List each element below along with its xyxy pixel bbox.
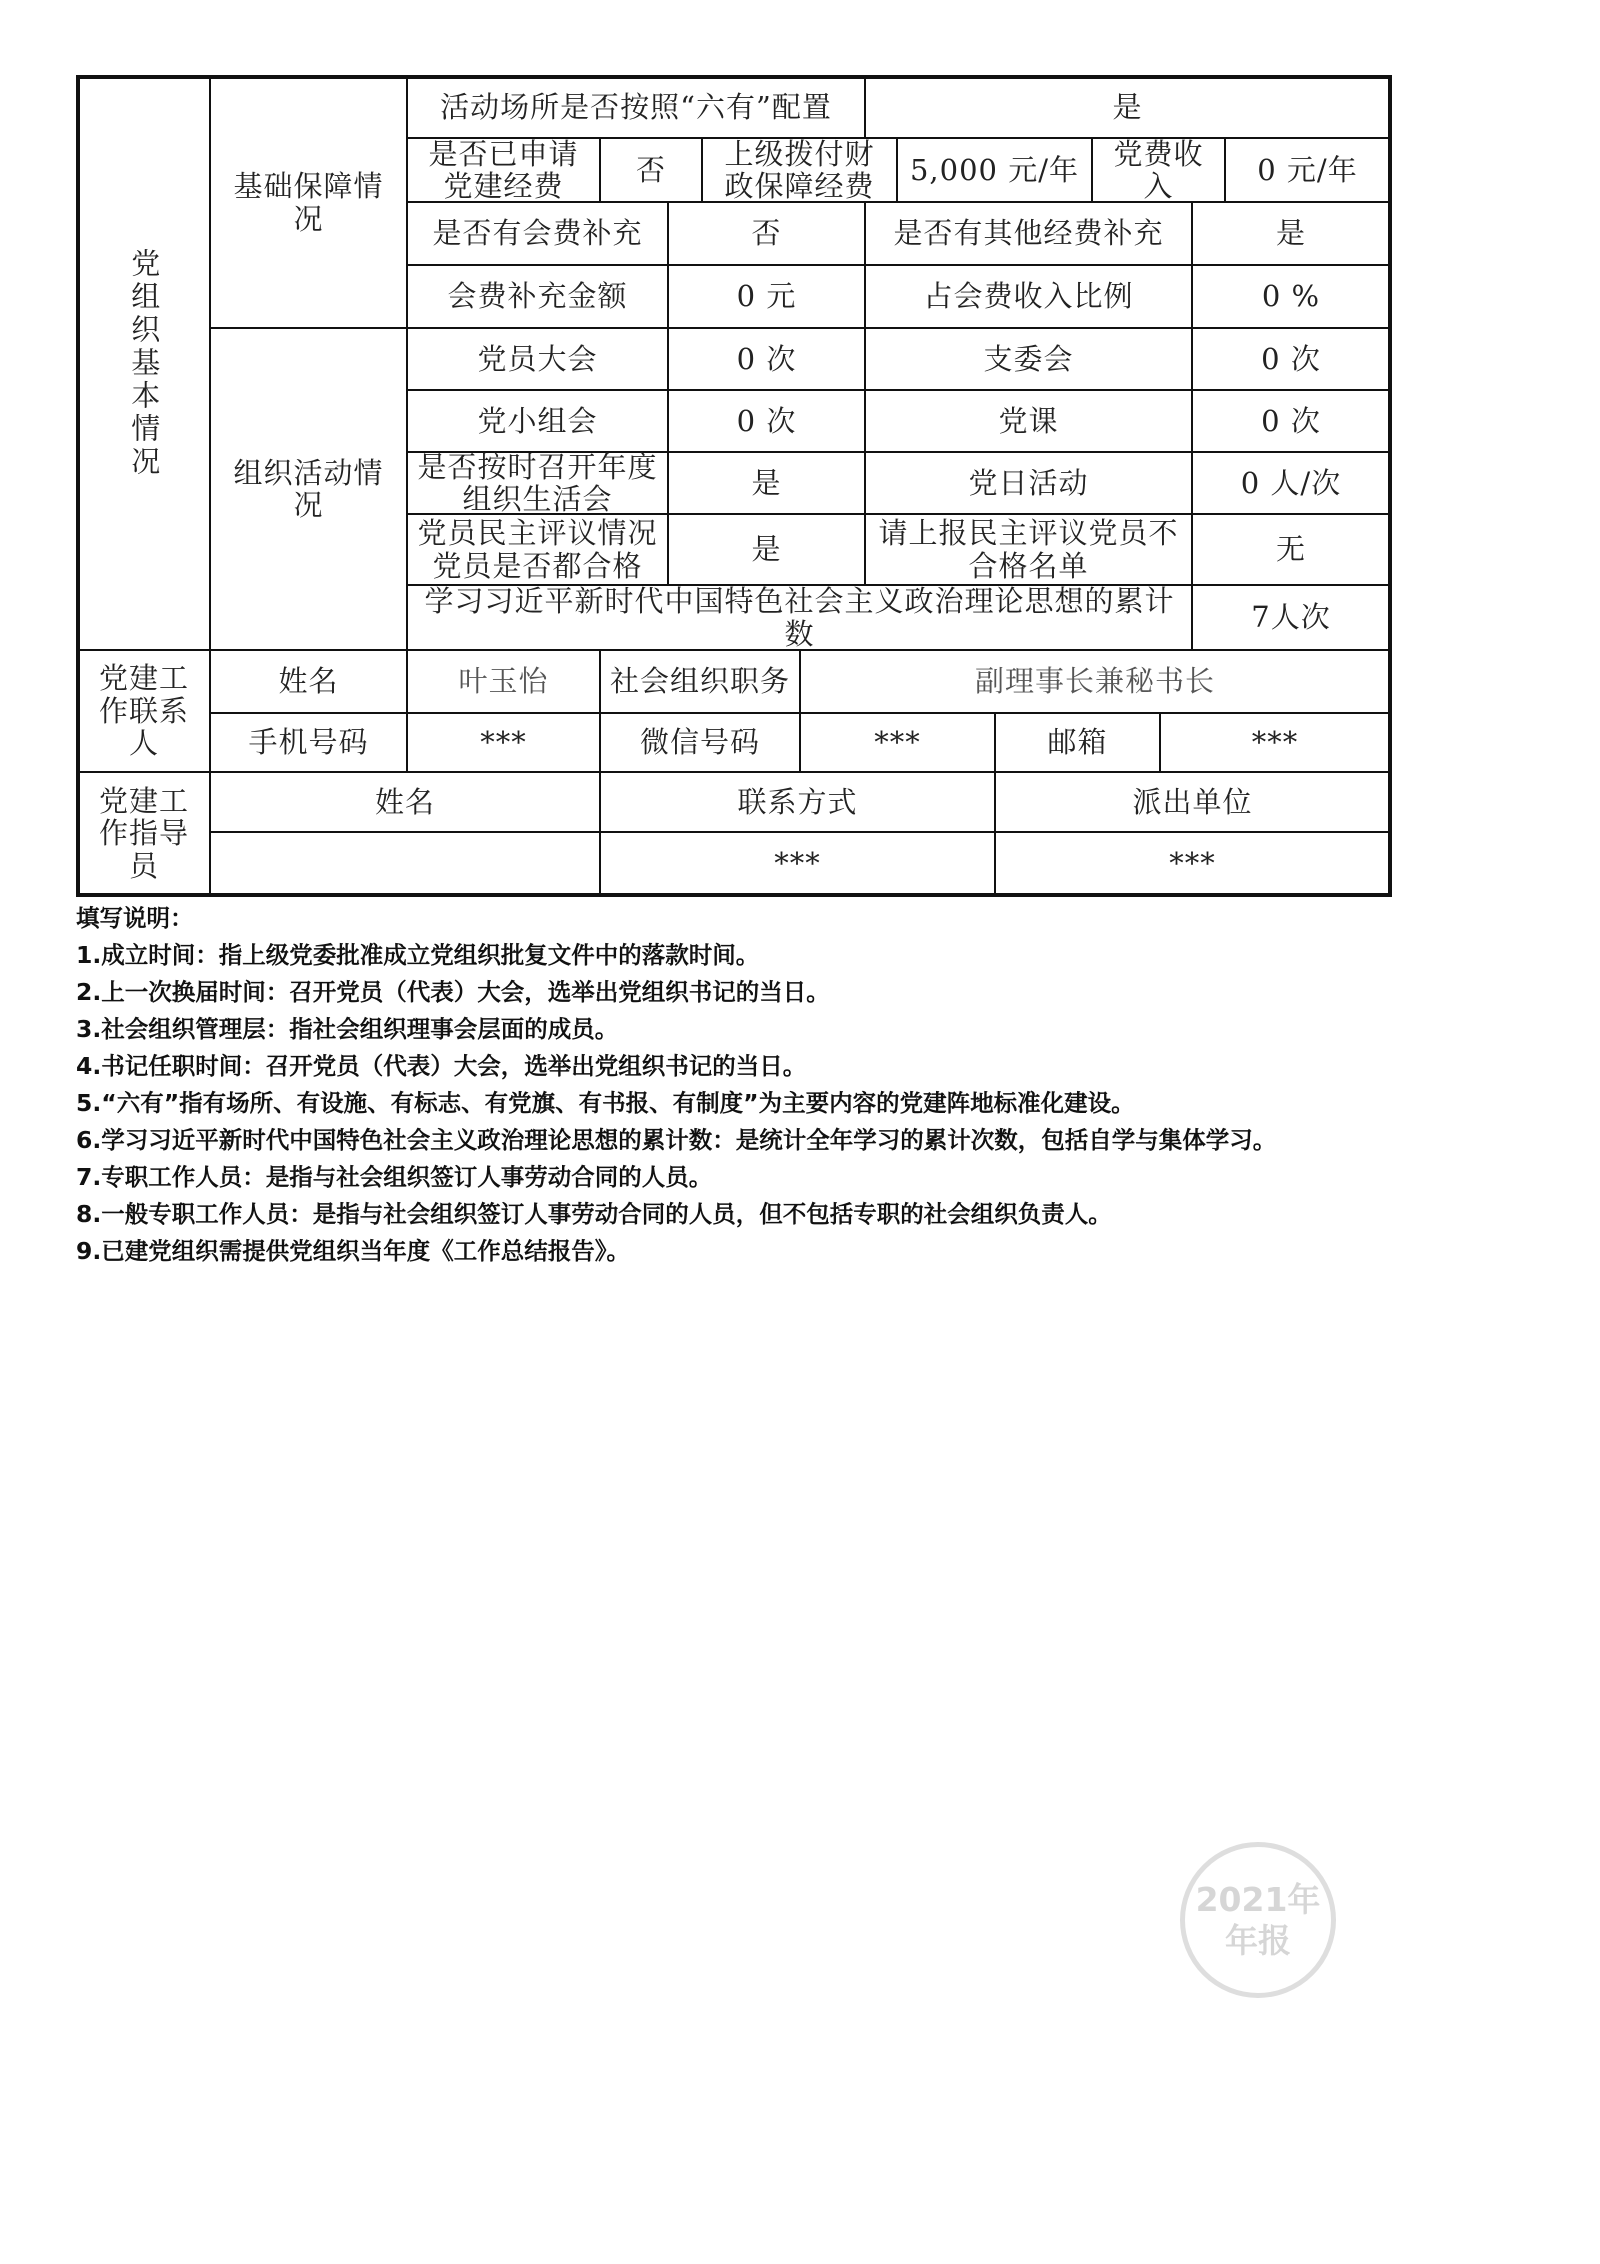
contact-wechat-label: 微信号码 (639, 725, 760, 760)
dues-income-label (1092, 138, 1225, 202)
basic-guarantee-text: 基础保障情况 (233, 169, 384, 236)
note-item: 9.已建党组织需提供党组织当年度《工作总结报告》。 (76, 1237, 631, 1265)
org-activity-label (210, 328, 407, 650)
contact-label (78, 650, 210, 772)
group-label: 党小组会 (477, 403, 598, 438)
note-item: 3.社会组织管理层：指社会组织理事会层面的成员。 (76, 1015, 619, 1043)
fee-ratio-value: 0 % (1261, 279, 1321, 314)
contact-email-label: 邮箱 (1047, 725, 1108, 760)
contact-text: 党建工作联系人 (98, 661, 189, 761)
fill-instructions (76, 900, 1396, 1270)
applied-funds-value: 否 (635, 152, 666, 187)
membership-fee-value: 否 (751, 216, 782, 251)
contact-name-label: 姓名 (278, 664, 339, 699)
instructor-unit-value: *** (1169, 846, 1216, 881)
instructor-contact-value: *** (774, 846, 821, 881)
gov-funds-label (702, 138, 897, 202)
fee-amount-value: 0 元 (736, 279, 797, 314)
party-org-table (0, 0, 1600, 910)
contact-phone-value: *** (480, 725, 527, 760)
gov-funds-text: 上级拨付财政保障经费 (724, 136, 875, 203)
annual-meeting-text: 是否按时召开年度组织生活会 (417, 449, 658, 516)
stamp-label: 年报 (1225, 1921, 1291, 1960)
contact-wechat-value: *** (874, 725, 921, 760)
membership-fee-label: 是否有会费补充 (432, 216, 643, 251)
contact-position-value: 副理事长兼秘书长 (974, 664, 1215, 699)
dues-income-text: 党费收入 (1113, 136, 1204, 203)
stamp-year: 2021年 (1195, 1879, 1321, 1919)
dues-income-value: 0 元/年 (1257, 152, 1358, 187)
lecture-value: 0 次 (1261, 403, 1321, 438)
study-text: 学习习近平新时代中国特色社会主义政治理论思想的累计数 (424, 584, 1175, 651)
committee-label: 支委会 (983, 341, 1074, 376)
notes-title: 填写说明： (76, 904, 194, 932)
note-item: 8.一般专职工作人员：是指与社会组织签订人事劳动合同的人员，但不包括专职的社会组织负责人。 (76, 1200, 1112, 1228)
congress-value: 0 次 (736, 341, 797, 376)
gov-funds-value: 5,000 元/年 (909, 152, 1079, 187)
annual-meeting-value: 是 (751, 465, 782, 500)
unqualified-label (865, 514, 1192, 585)
contact-email-value: *** (1251, 725, 1299, 760)
study-value: 7人次 (1251, 600, 1331, 635)
instructor-label (78, 772, 210, 895)
contact-position-label: 社会组织职务 (609, 664, 790, 699)
annual-report-stamp (1180, 1842, 1336, 1998)
note-item: 1.成立时间：指上级党委批准成立党组织批复文件中的落款时间。 (76, 941, 760, 969)
section-basic-label (78, 77, 210, 650)
party-day-label: 党日活动 (968, 465, 1089, 500)
applied-funds-text: 是否已申请党建经费 (428, 136, 579, 203)
applied-funds-label (407, 138, 600, 202)
org-activity-text: 组织活动情况 (233, 455, 384, 522)
venue-label: 活动场所是否按照“六有”配置 (440, 90, 832, 125)
fee-ratio-label: 占会费收入比例 (923, 279, 1134, 314)
basic-guarantee-label (210, 77, 407, 328)
note-item: 6.学习习近平新时代中国特色社会主义政治理论思想的累计数：是统计全年学习的累计次数，包括自学与集体学习。 (76, 1126, 1277, 1154)
lecture-label: 党课 (998, 403, 1059, 438)
other-funds-value: 是 (1275, 216, 1306, 251)
instructor-name-label: 姓名 (374, 784, 435, 819)
congress-label: 党员大会 (477, 341, 598, 376)
study-label (407, 585, 1192, 650)
contact-phone-label: 手机号码 (248, 725, 369, 760)
committee-value: 0 次 (1261, 341, 1321, 376)
instructor-text: 党建工作指导员 (98, 783, 189, 883)
evaluation-value: 是 (751, 532, 782, 567)
instructor-unit-label: 派出单位 (1132, 784, 1253, 819)
fee-amount-label: 会费补充金额 (447, 279, 628, 314)
section-basic-text: 党组织基本情况 (127, 248, 162, 479)
note-item: 7.专职工作人员：是指与社会组织签订人事劳动合同的人员。 (76, 1163, 713, 1191)
venue-value: 是 (1112, 90, 1143, 125)
note-item: 2.上一次换届时间：召开党员（代表）大会，选举出党组织书记的当日。 (76, 978, 830, 1006)
evaluation-label (407, 514, 668, 585)
unqualified-value: 无 (1275, 532, 1306, 567)
annual-meeting-label (407, 449, 668, 516)
party-day-value: 0 人/次 (1240, 465, 1342, 500)
note-item: 4.书记任职时间：召开党员（代表）大会，选举出党组织书记的当日。 (76, 1052, 807, 1080)
evaluation-text: 党员民主评议情况党员是否都合格 (417, 516, 658, 583)
group-value: 0 次 (736, 403, 797, 438)
instructor-contact-label: 联系方式 (737, 784, 858, 819)
note-item: 5.“六有”指有场所、有设施、有标志、有党旗、有书报、有制度”为主要内容的党建阵地标准化建设。 (76, 1089, 1135, 1117)
instructor-name-value (210, 832, 600, 895)
other-funds-label: 是否有其他经费补充 (893, 216, 1164, 251)
unqualified-text: 请上报民主评议党员不合格名单 (878, 516, 1179, 583)
contact-name-value: 叶玉怡 (458, 664, 549, 699)
